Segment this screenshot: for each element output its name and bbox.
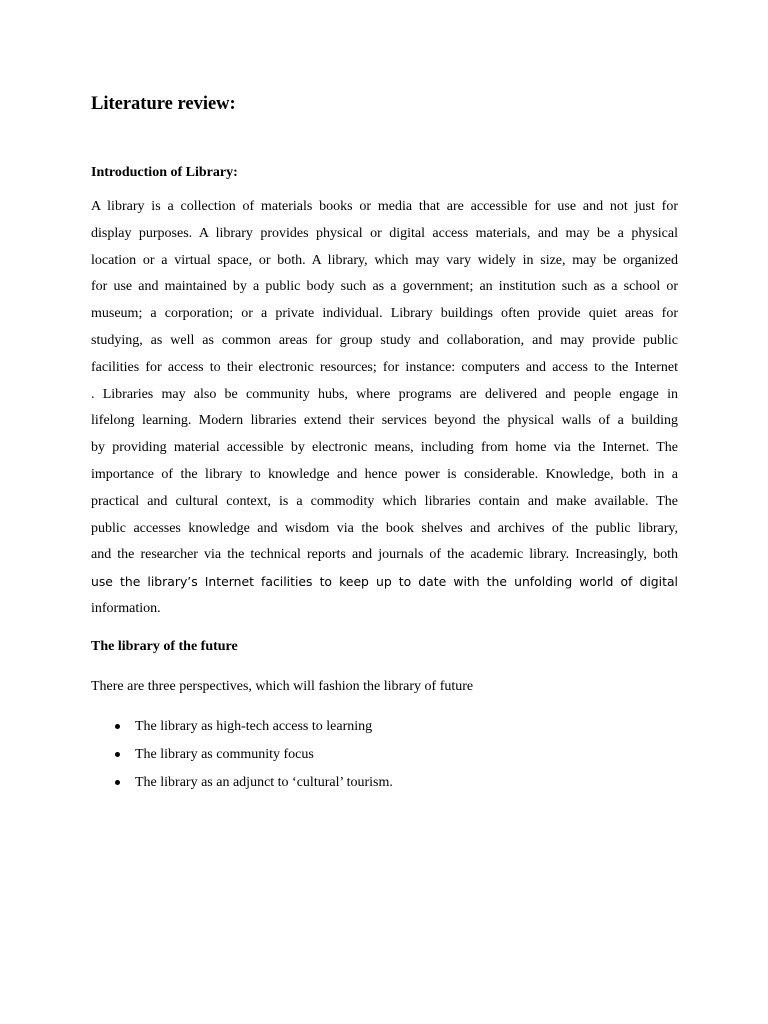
list-item-text: The library as high-tech access to learning [135, 719, 373, 734]
paragraph-line: for use and maintained by a public body such as a government; an institution such as a school or [91, 279, 678, 295]
section-heading-introduction: Introduction of Library: [91, 165, 238, 180]
paragraph-line: location or a virtual space, or both. A library, which may vary widely in size, may be organized [91, 252, 678, 268]
introduction-paragraph [91, 194, 678, 623]
paragraph-line: and the researcher via the technical reports and journals of the academic library. Increasingly, both [91, 547, 678, 563]
bullet-icon [115, 724, 120, 729]
paragraph-line: studying, as well as common areas for group study and collaboration, and may provide public [91, 332, 678, 348]
paragraph-line: by providing material accessible by electronic means, including from home via the Internet. The [91, 440, 678, 456]
paragraph-line: display purposes. A library provides physical or digital access materials, and may be a physical [91, 225, 678, 241]
bullet-icon [115, 752, 120, 757]
paragraph-line: facilities for access to their electronic resources; for instance: computers and access to the Internet [91, 359, 678, 375]
paragraph-line: museum; a corporation; or a private individual. Library buildings often provide quiet areas for [91, 306, 678, 322]
paragraph-line: lifelong learning. Modern libraries extend their services beyond the physical walls of a building [91, 413, 678, 429]
bullet-icon [115, 780, 120, 785]
paragraph-line: public accesses knowledge and wisdom via the book shelves and archives of the public library, [91, 520, 678, 536]
list-item-text: The library as an adjunct to ‘cultural’ tourism. [135, 775, 393, 790]
section-heading-future: The library of the future [91, 639, 238, 654]
paragraph-line: information. [91, 600, 161, 616]
paragraph-line: A library is a collection of materials books or media that are accessible for use and not just for [91, 199, 678, 214]
paragraph-line: practical and cultural context, is a commodity which libraries contain and make available. The [91, 493, 678, 509]
list-item-text: The library as community focus [135, 747, 314, 762]
page-title: Literature review: [91, 94, 236, 114]
paragraph-line: use the library’s Internet facilities to keep up to date with the unfolding world of digital [91, 574, 678, 590]
paragraph-line: importance of the library to knowledge and hence power is considerable. Knowledge, both in a [91, 466, 678, 482]
paragraph-line: . Libraries may also be community hubs, where programs are delivered and people engage in [91, 386, 678, 402]
future-intro-text: There are three perspectives, which will fashion the library of future [91, 679, 474, 694]
